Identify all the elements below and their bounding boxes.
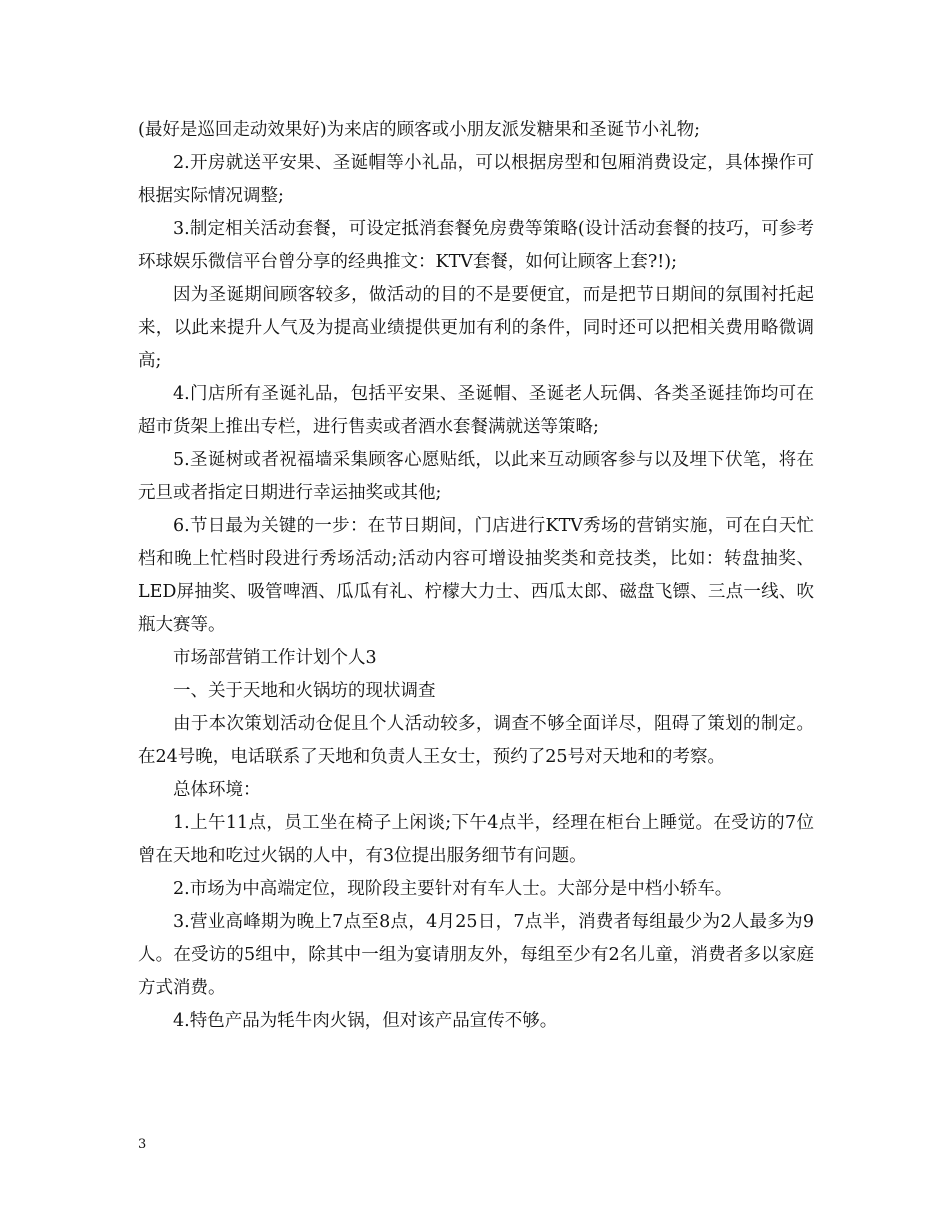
paragraph: 5.圣诞树或者祝福墙采集顾客心愿贴纸，以此来互动顾客参与以及埋下伏笔，将在元旦或者指定日期进行幸运抽奖或其他; (138, 450, 814, 503)
page-number: 3 (138, 1137, 147, 1152)
paragraph: 3.营业高峰期为晚上7点至8点，4月25日，7点半，消费者每组最少为2人最多为9人。在受访的5组中，除其中一组为宴请朋友外，每组至少有2名儿童，消费者多以家庭方式消费。 (138, 912, 814, 998)
paragraph: 因为圣诞期间顾客较多，做活动的目的不是要便宜，而是把节日期间的氛围衬托起来，以此来提升人气及为提高业绩提供更加有利的条件，同时还可以把相关费用略微调高; (138, 285, 814, 371)
section-heading: 市场部营销工作计划个人3 (173, 648, 377, 668)
subsection-heading: 一、关于天地和火锅坊的现状调查 (173, 681, 436, 701)
paragraph: 由于本次策划活动仓促且个人活动较多，调查不够全面详尽，阻碍了策划的制定。在24号晚，电话联系了天地和负责人王女士，预约了25号对天地和的考察。 (138, 714, 814, 767)
paragraph: 2.市场为中高端定位，现阶段主要针对有车人士。大部分是中档小轿车。 (173, 879, 733, 899)
paragraph: 1.上午11点，员工坐在椅子上闲谈;下午4点半，经理在柜台上睡觉。在受访的7位曾在天地和吃过火锅的人中，有3位提出服务细节有问题。 (138, 813, 814, 866)
paragraph: 2.开房就送平安果、圣诞帽等小礼品，可以根据房型和包厢消费设定，具体操作可根据实际情况调整; (138, 153, 814, 206)
paragraph: (最好是巡回走动效果好)为来店的顾客或小朋友派发糖果和圣诞节小礼物; (138, 120, 701, 140)
paragraph: 6.节日最为关键的一步：在节日期间，门店进行KTV秀场的营销实施，可在白天忙档和晚上忙档时段进行秀场活动;活动内容可增设抽奖类和竞技类，比如：转盘抽奖、LED屏抽奖、吸管啤酒、瓜瓜有礼、柠檬大力士、西瓜太郎、磁盘飞镖、三点一线、吹瓶大赛等。 (138, 516, 814, 635)
paragraph: 4.特色产品为牦牛肉火锅，但对该产品宣传不够。 (173, 1011, 558, 1031)
paragraph: 3.制定相关活动套餐，可设定抵消套餐免房费等策略(设计活动套餐的技巧，可参考环球娱乐微信平台曾分享的经典推文：KTV套餐，如何让顾客上套?!); (138, 219, 814, 272)
paragraph-label: 总体环境： (173, 780, 261, 800)
paragraph: 4.门店所有圣诞礼品，包括平安果、圣诞帽、圣诞老人玩偶、各类圣诞挂饰均可在超市货架上推出专栏，进行售卖或者酒水套餐满就送等策略; (138, 384, 814, 437)
body-text (138, 114, 814, 1038)
